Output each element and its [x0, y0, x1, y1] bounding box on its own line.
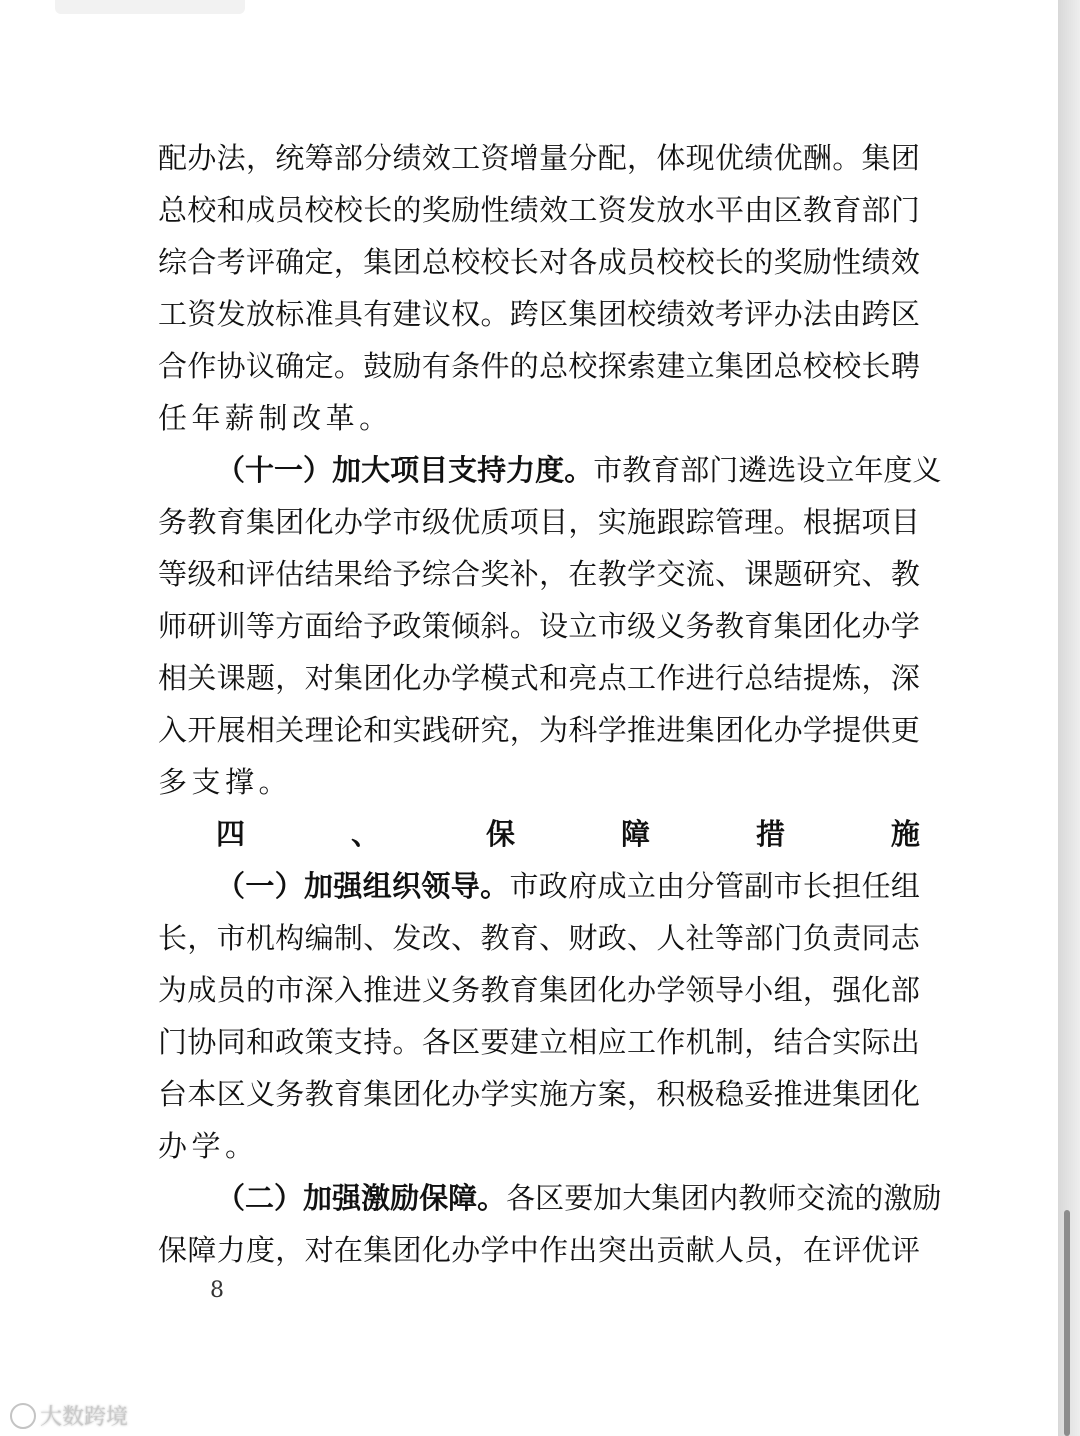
text-line: [158, 184, 920, 236]
text-line: [158, 860, 920, 912]
page-number: 8: [210, 1278, 224, 1303]
text-line: [158, 1120, 920, 1172]
text-line-content: 合 作 协 议 确 定 。 鼓 励 有 条 件 的 总 校 探 索 建 立 集 团 总 校 校 长 聘: [158, 349, 920, 383]
text-line: [158, 808, 920, 860]
text-line: [158, 1016, 920, 1068]
text-line: [158, 548, 920, 600]
text-line-content: （ 二 ） 加 强 激 励 保 障 。 各 区 要 加 大 集 团 内 教 师 交 流 的 激 励: [216, 1181, 942, 1215]
text-line: [158, 704, 920, 756]
text-line: [158, 1172, 942, 1224]
scrollbar-thumb[interactable]: [1064, 1210, 1070, 1436]
text-line-content: 务 教 育 集 团 化 办 学 市 级 优 质 项 目 ， 实 施 跟 踪 管 理 。 根 据 项 目: [158, 505, 920, 539]
text-line: [158, 912, 920, 964]
text-line-content: （ 十 一 ） 加 大 项 目 支 持 力 度 。 市 教 育 部 门 遴 选 设 立 年 度 义: [216, 453, 942, 487]
text-line-content: 门 协 同 和 政 策 支 持 。 各 区 要 建 立 相 应 工 作 机 制 ， 结 合 实 际 出: [158, 1025, 920, 1059]
text-line: [158, 496, 920, 548]
text-line: [158, 1224, 920, 1276]
text-line: [158, 652, 920, 704]
text-line-content: 任 年 薪 制 改 革 。: [158, 401, 393, 435]
text-line-content: 师 研 训 等 方 面 给 予 政 策 倾 斜 。 设 立 市 级 义 务 教 育 集 团 化 办 学: [158, 609, 920, 643]
watermark: [10, 1400, 128, 1431]
text-line-content: 相 关 课 题 ， 对 集 团 化 办 学 模 式 和 亮 点 工 作 进 行 总 结 提 炼 ， 深: [158, 661, 920, 695]
watermark-logo-icon: [10, 1403, 36, 1429]
text-line-content: 等 级 和 评 估 结 果 给 予 综 合 奖 补 ， 在 教 学 交 流 、 课 题 研 究 、 教: [158, 557, 920, 591]
text-line: [158, 392, 920, 444]
text-line-content: 为 成 员 的 市 深 入 推 进 义 务 教 育 集 团 化 办 学 领 导 小 组 ， 强 化 部: [158, 973, 920, 1007]
text-line-content: 配 办 法 ， 统 筹 部 分 绩 效 工 资 增 量 分 配 ， 体 现 优 绩 优 酬 。 集 团: [158, 141, 920, 175]
text-line: [158, 600, 920, 652]
text-line: [158, 340, 920, 392]
text-line-content: 长 ， 市 机 构 编 制 、 发 改 、 教 育 、 财 政 、 人 社 等 部 门 负 责 同 志: [158, 921, 920, 955]
text-line: [158, 236, 920, 288]
text-line-content: 台 本 区 义 务 教 育 集 团 化 办 学 实 施 方 案 ， 积 极 稳 妥 推 进 集 团 化: [158, 1077, 920, 1111]
text-line: [158, 1068, 920, 1120]
watermark-text: 大数跨境: [40, 1405, 129, 1430]
text-line-content: （ 一 ） 加 强 组 织 领 导 。 市 政 府 成 立 由 分 管 副 市 长 担 任 组: [216, 869, 920, 903]
text-line: [158, 288, 920, 340]
text-line-content: 保 障 力 度 ， 对 在 集 团 化 办 学 中 作 出 突 出 贡 献 人 员 ， 在 评 优 评: [158, 1233, 920, 1267]
text-line-content: 入 开 展 相 关 理 论 和 实 践 研 究 ， 为 科 学 推 进 集 团 化 办 学 提 供 更: [158, 713, 920, 747]
document-body: [158, 132, 942, 1276]
text-line-content: 综 合 考 评 确 定 ， 集 团 总 校 校 长 对 各 成 员 校 校 长 的 奖 励 性 绩 效: [158, 245, 920, 279]
previous-page-edge: [55, 0, 245, 14]
text-line: [158, 964, 920, 1016]
text-line: [158, 132, 920, 184]
text-line-content: 四 、 保 障 措 施: [216, 817, 920, 851]
text-line-content: 办 学 。: [158, 1129, 259, 1163]
text-line-content: 总 校 和 成 员 校 校 长 的 奖 励 性 绩 效 工 资 发 放 水 平 由 区 教 育 部 门: [158, 193, 920, 227]
text-line-content: 工 资 发 放 标 准 具 有 建 议 权 。 跨 区 集 团 校 绩 效 考 评 办 法 由 跨 区: [158, 297, 920, 331]
text-line: [158, 756, 920, 808]
text-line: [158, 444, 942, 496]
text-line-content: 多 支 撑 。: [158, 765, 293, 799]
